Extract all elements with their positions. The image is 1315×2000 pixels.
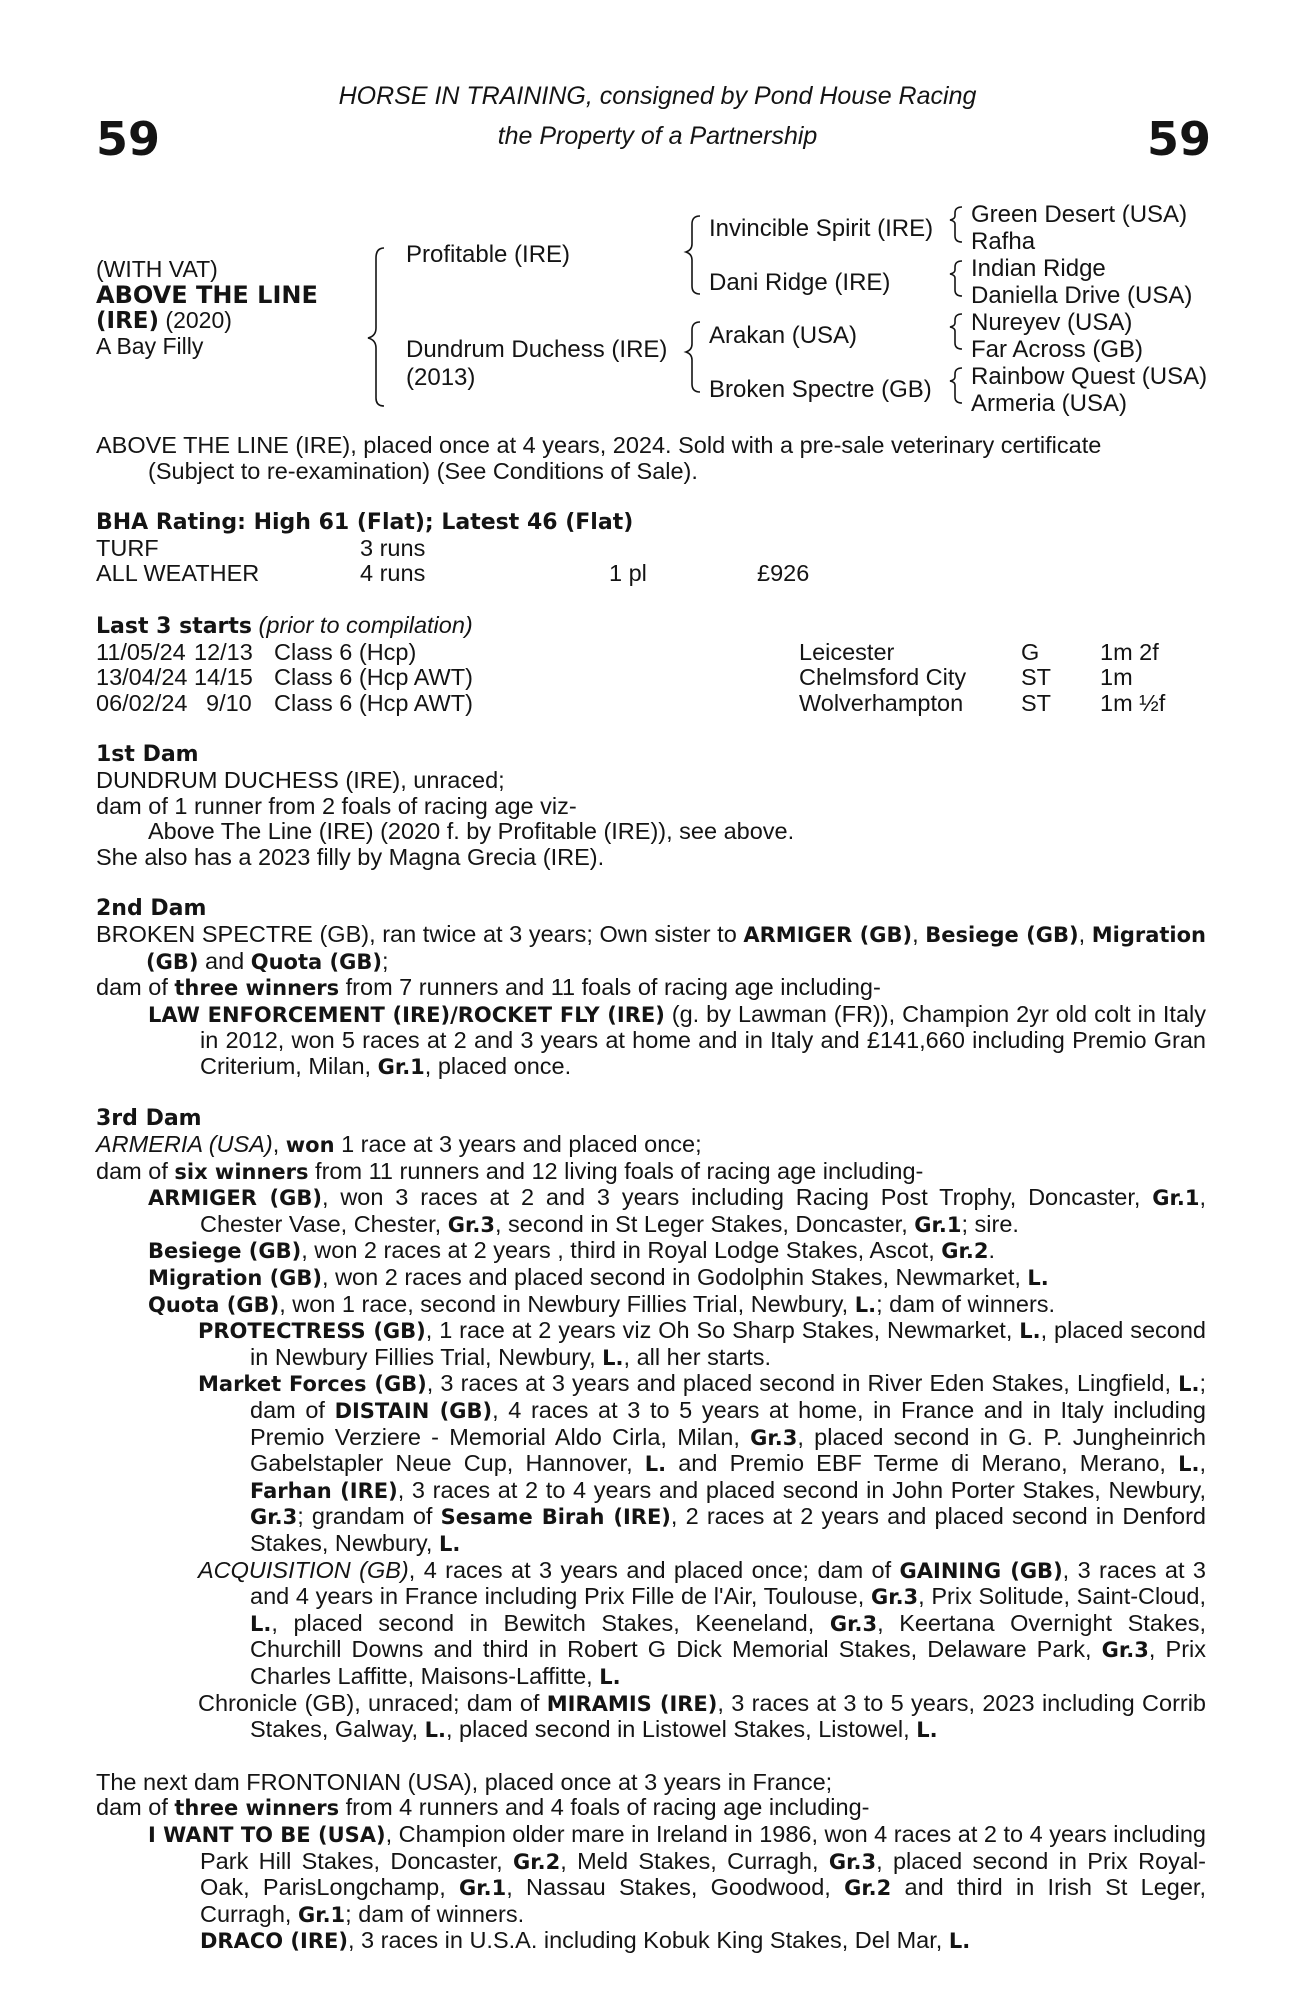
third-dam-heading: 3rd Dam [96,1106,202,1132]
text-run: , won 3 races at 2 and 3 years including Racing Post Trophy, Doncaster, [321,1184,1153,1211]
text-run: dam of [96,1157,175,1184]
bold-text: L. [854,1292,877,1317]
text-run: , placed second in Newbury Fillies Trial, Newbury, [250,1317,1206,1370]
italic-text: ARMERIA (USA) [96,1131,273,1158]
text-run: , 2 races at 2 years and placed second in Denford Stakes, Newbury, [250,1503,1206,1556]
bold-text: Quota (GB) [148,1292,280,1317]
bold-text: Farhan (IRE) [250,1478,398,1503]
bold-text: I WANT TO BE (USA) [148,1822,386,1847]
third-dam-grandproduce [96,1558,1206,1691]
text-run: , placed once. [424,1052,572,1079]
text-run: from 7 runners and 11 foals of racing age including- [339,974,881,1001]
spacer [96,1080,1206,1106]
bold-text: DRACO (IRE) [200,1929,348,1954]
third-dam-produce [96,1265,1206,1292]
horse-name-text: ABOVE THE LINE [96,281,318,309]
pedigree-dam-sire: Arakan (USA) [709,322,858,349]
next-dam-grandproduce [96,1928,1206,1955]
runs-surface: ALL WEATHER [96,560,260,587]
text-run: , 3 races at 3 years and placed second in River Eden Stakes, Lingfield, [426,1370,1179,1397]
bold-text: L. [599,1664,621,1689]
last-starts-table [96,640,1165,717]
third-dam-grandproduce [96,1371,1206,1557]
bold-text: Migration (GB) [146,922,1207,974]
pedigree-sire-sire: Invincible Spirit (IRE) [709,215,934,242]
bold-text: L. [916,1718,938,1743]
first-dam-line: DUNDRUM DUCHESS (IRE), unraced; [96,766,505,793]
text-run: from 4 runners and 4 foals of racing age including- [339,1794,870,1821]
bold-text: Gr.2 [844,1876,892,1901]
bold-text: Quota (GB) [250,949,382,974]
text-run: , placed second in Listowel Stakes, Listowel, [445,1716,917,1743]
pedigree-ds-sire: Nureyev (USA) [971,309,1133,336]
start-position: 12/13 [194,638,253,665]
text-run: , placed second in Bewitch Stakes, Keeneland, [271,1609,830,1636]
pedigree-sd-dam: Daniella Drive (USA) [971,282,1193,309]
text-run: ; dam of winners. [345,1900,525,1927]
bold-text: three winners [174,976,340,1001]
bold-text: L. [424,1718,446,1743]
last-starts-note: (prior to compilation) [252,611,473,638]
bold-text: L. [1027,1266,1049,1291]
bold-text: Gr.1 [297,1902,346,1927]
first-dam-line: She also has a 2023 filly by Magna Grecia (IRE). [96,843,605,870]
text-run: , Meld Stakes, Curragh, [560,1847,829,1874]
pedigree-dam-year: (2013) [406,364,476,391]
text-run: from 11 runners and 12 living foals of racing age including- [308,1157,924,1184]
start-row [96,691,1165,717]
second-dam-produce-summary [96,975,1206,1002]
bold-text: Sesame Birah (IRE) [440,1505,671,1530]
last-starts-heading [96,613,1206,640]
text-run: ; [381,947,389,974]
bold-text: three winners [174,1796,340,1821]
text-run: , won 1 race, second in Newbury Fillies Trial, Newbury, [279,1290,855,1317]
bold-text: L. [1178,1452,1200,1477]
text-run: , Prix Solitude, Saint-Cloud, [918,1583,1206,1610]
bold-text: Gr.1 [1152,1186,1200,1211]
text-run: , won 2 races at 2 years , third in Royal Lodge Stakes, Ascot, [301,1237,942,1264]
pedigree-dam: Dundrum Duchess (IRE) [406,336,668,363]
text-run: , [272,1131,286,1158]
first-dam-line: dam of 1 runner from 2 foals of racing age viz- [96,792,577,819]
text-run: dam of [96,1794,175,1821]
bold-text: PROTECTRESS (GB) [198,1319,426,1344]
start-course: Chelmsford City [799,664,967,691]
text-run: , all her starts. [623,1343,772,1370]
bold-text: ARMIGER (GB) [148,1186,322,1211]
horse-year: (2020) [159,307,232,333]
spacer [96,484,1206,510]
first-dam-produce: Above The Line (IRE) (2020 f. by Profitable (IRE)), see above. [148,818,795,845]
italic-text: ACQUISITION (GB) [198,1556,409,1583]
start-row [96,665,1165,691]
header-consignor: HORSE IN TRAINING, consigned by Pond House Racing [338,82,977,110]
lot-number-right: 59 [1147,112,1212,166]
spacer [96,716,1206,742]
text-run: , [1078,920,1092,947]
text-run: , [912,920,926,947]
bold-text: Gr.3 [447,1212,495,1237]
third-dam-grandproduce [96,1691,1206,1744]
text-run: , 3 races at 3 and 4 years in France including Prix Fille de l'Air, Toulouse, [250,1556,1206,1610]
runs-prize [757,536,809,562]
bold-text: L. [1178,1372,1200,1397]
text-run: , 4 races at 3 years and placed once; dam of [408,1556,900,1583]
text-run: , 1 race at 2 years viz Oh So Sharp Stakes, Newmarket, [425,1317,1020,1344]
bold-text: Gr.3 [250,1505,298,1530]
start-course: Leicester [799,638,895,665]
pedigree-dd-dam: Armeria (USA) [971,390,1128,417]
start-going: ST [1021,689,1052,716]
text-run: and [198,947,251,974]
bold-text: Gr.1 [459,1876,507,1901]
summary-line-2: (Subject to re-examination) (See Conditions of Sale). [148,457,698,484]
third-dam-produce-summary [96,1159,1206,1186]
text-run: The next dam FRONTONIAN (USA), placed once at 3 years in France; [96,1768,833,1795]
text-run: . [988,1237,996,1264]
bold-text: L. [438,1531,461,1556]
text-run: , Chester Vase, Chester, [200,1184,1206,1237]
horse-description: A Bay Filly [96,333,204,359]
spacer [96,870,1206,896]
runs-surface: TURF [96,534,159,561]
runs-row [96,561,809,587]
bold-text: GAINING (GB) [899,1558,1063,1583]
pedigree-sire-dam: Dani Ridge (IRE) [709,269,891,296]
start-going: ST [1021,664,1052,691]
runs-row [96,536,809,562]
bold-text: Gr.3 [870,1585,919,1610]
start-race: Class 6 (Hcp) [274,638,417,665]
runs-count: 3 runs [360,534,426,561]
start-distance: 1m 2f [1100,638,1159,665]
start-date: 11/05/24 [96,638,186,665]
bold-text: L. [1019,1319,1041,1344]
bold-text: six winners [174,1159,309,1184]
pedigree-ss-dam: Rafha [971,228,1036,255]
pedigree-dd-sire: Rainbow Quest (USA) [971,363,1208,390]
text-run: and Premio EBF Terme di Merano, Merano, [666,1450,1179,1477]
text-run: 1 race at 3 years and placed once; [334,1131,702,1158]
text-run: dam of [96,974,175,1001]
text-run: , won 2 races and placed second in Godolphin Stakes, Newmarket, [322,1264,1028,1291]
first-dam-heading: 1st Dam [96,742,199,768]
catalogue-body [96,433,1206,1955]
bold-text: ARMIGER (GB) [743,922,913,947]
third-dam-grandproduce [96,1318,1206,1371]
bold-text: Gr.1 [377,1054,425,1079]
text-run: , 3 races at 2 to 4 years and placed second in John Porter Stakes, Newbury, [397,1476,1206,1503]
third-dam-produce [96,1185,1206,1238]
start-course: Wolverhampton [799,689,964,716]
next-dam-intro [96,1770,1206,1796]
text-run: Chronicle (GB), unraced; dam of [198,1689,547,1716]
third-dam-intro [96,1132,1206,1159]
runs-table [96,536,809,587]
bold-text: Besiege (GB) [148,1239,302,1264]
bold-text: Gr.3 [750,1425,798,1450]
bold-text: L. [250,1611,272,1636]
start-date: 06/02/24 [96,689,188,716]
start-position: 14/15 [194,664,253,691]
text-run: , Champion older mare in Ireland in 1986, won 4 races at 2 to 4 years including Park Hill Stakes, Doncaster, [200,1820,1206,1874]
bold-text: L. [644,1452,667,1477]
text-run: , placed second in G. P. Jungheinrich Gabelstapler Neue Cup, Hannover, [250,1423,1207,1477]
runs-placed: 1 pl [609,560,647,587]
next-dam-produce-summary [96,1795,1206,1822]
vat-label: (WITH VAT) [96,256,218,282]
bold-text: L. [948,1929,971,1954]
text-run: and third in Irish St Leger, Curragh, [200,1874,1206,1927]
text-run: , placed second in Prix Royal-Oak, ParisLongchamp, [200,1847,1207,1901]
horse-country: (IRE) [96,308,160,334]
last-starts-title: Last 3 starts [96,613,253,639]
runs-count: 4 runs [360,560,426,587]
bold-text: DISTAIN (GB) [334,1399,493,1423]
spacer [96,587,1206,613]
text-run: , 4 races at 3 to 5 years at home, in France and in Italy including Premio Verziere - Memorial Aldo Cirla, Milan, [250,1397,1206,1450]
runs-placed [609,536,757,562]
bold-text: L. [602,1345,624,1370]
second-dam-intro [96,922,1206,975]
bold-text: LAW ENFORCEMENT (IRE)/ROCKET FLY (IRE) [148,1002,665,1027]
next-dam-produce [96,1822,1206,1928]
pedigree-ss-sire: Green Desert (USA) [971,201,1188,228]
text-run: ; dam of winners. [876,1290,1056,1317]
text-run: , second in St Leger Stakes, Doncaster, [494,1210,915,1237]
bold-text: MIRAMIS (IRE) [546,1691,718,1716]
spacer [96,1744,1206,1770]
pedigree-sd-sire: Indian Ridge [971,255,1106,282]
bold-text: Gr.2 [941,1239,989,1264]
text-run: ; dam of [250,1370,1207,1423]
start-date: 13/04/24 [96,664,188,691]
start-race: Class 6 (Hcp AWT) [274,689,473,716]
bold-text: Gr.1 [914,1212,962,1237]
text-run: , 3 races in U.S.A. including Kobuk King Stakes, Del Mar, [347,1927,949,1954]
bha-rating-heading: BHA Rating: High 61 (Flat); Latest 46 (Flat) [96,510,634,536]
start-going: G [1021,638,1040,665]
text-run: , Prix Charles Laffitte, Maisons-Laffitte, [250,1636,1207,1689]
bold-text: Gr.2 [513,1849,561,1874]
pedigree-sire: Profitable (IRE) [406,241,571,268]
bold-text: Migration (GB) [148,1266,323,1291]
pedigree-ds-dam: Far Across (GB) [971,336,1144,363]
third-dam-produce [96,1292,1206,1319]
bold-text: Besiege (GB) [925,922,1079,947]
text-run: BROKEN SPECTRE (GB), ran twice at 3 years; Own sister to [96,920,744,947]
third-dam-produce [96,1238,1206,1265]
start-race: Class 6 (Hcp AWT) [274,664,473,691]
summary-line-1: ABOVE THE LINE (IRE), placed once at 4 years, 2024. Sold with a pre-sale veterinary certificate [96,432,1102,458]
pedigree-dam-dam: Broken Spectre (GB) [709,376,932,403]
text-run: , Nassau Stakes, Goodwood, [506,1874,845,1901]
bold-text: Gr.3 [828,1849,877,1874]
start-distance: 1m ½f [1100,689,1166,716]
lot-number-left: 59 [96,112,161,166]
bold-text: Gr.3 [1101,1638,1149,1663]
bold-text: won [285,1133,335,1158]
header-property: the Property of a Partnership [497,122,818,150]
runs-prize: £926 [757,560,810,587]
bold-text: Market Forces (GB) [198,1372,427,1397]
bold-text: Gr.3 [829,1611,878,1636]
second-dam-produce [96,1002,1206,1081]
start-position: 9/10 [206,689,252,716]
start-distance: 1m [1100,664,1133,691]
text-run: ; sire. [961,1210,1019,1237]
text-run: (g. by Lawman (FR)), Champion 2yr old colt in Italy in 2012, won 5 races at 2 and 3 years at home and in Italy and £141,660 including Premio Gran Criterium, Milan, [200,1000,1206,1079]
text-run: , [1199,1450,1206,1477]
text-run: , 3 races at 3 to 5 years, 2023 including Corrib Stakes, Galway, [250,1689,1207,1743]
start-row [96,640,1165,666]
text-run: ; grandam of [297,1503,441,1530]
text-run: , Keertana Overnight Stakes, Churchill Downs and third in Robert G Dick Memorial Stakes, Delaware Park, [250,1609,1206,1663]
second-dam-heading: 2nd Dam [96,896,207,922]
